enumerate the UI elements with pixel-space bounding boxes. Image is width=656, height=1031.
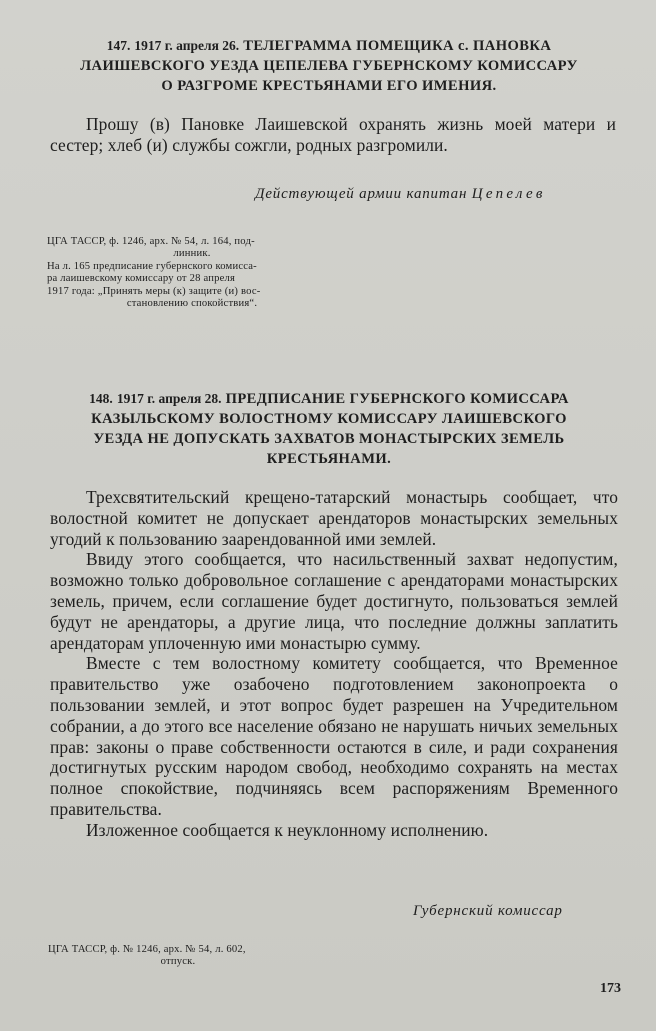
- doc147-text: Прошу (в) Пановке Лаишевской охранять жизнь моей матери и сестер; хлеб (и) службы сожгли, родных разгромили.: [50, 114, 616, 155]
- doc148-title-line4: КРЕСТЬЯНАМИ.: [266, 451, 392, 467]
- doc147-number: 147.: [106, 38, 131, 53]
- doc147-signature-name: Цепелев: [471, 186, 546, 202]
- doc147-signature-role: Действующей армии капитан: [255, 186, 468, 202]
- doc147-archive-line3: На л. 165 предписание губернского комисса-: [47, 260, 257, 272]
- doc147-archive-line4: ра лаишевскому комиссару от 28 апреля: [47, 273, 236, 285]
- doc148-body: [50, 487, 618, 841]
- doc147-signature: [255, 186, 546, 203]
- doc147-body: [50, 114, 616, 156]
- doc148-title-line2: КАЗЫЛЬСКОМУ ВОЛОСТНОМУ КОМИССАРУ ЛАИШЕВСКОГО: [91, 411, 567, 427]
- doc147-title-line3: О РАЗГРОМЕ КРЕСТЬЯНАМИ ЕГО ИМЕНИЯ.: [161, 78, 497, 94]
- doc148-date: 1917 г. апреля 28.: [116, 391, 222, 406]
- doc147-heading-line1: [44, 36, 614, 56]
- doc147-archive-note: [47, 236, 337, 310]
- doc147-title-line2: ЛАИШЕВСКОГО УЕЗДА ЦЕПЕЛЕВА ГУБЕРНСКОМУ КОМИССАРУ: [80, 58, 578, 74]
- doc148-title-line3: УЕЗДА НЕ ДОПУСКАТЬ ЗАХВАТОВ МОНАСТЫРСКИХ ЗЕМЕЛЬ: [93, 431, 565, 447]
- doc148-title-line1: ПРЕДПИСАНИЕ ГУБЕРНСКОГО КОМИССАРА: [225, 391, 569, 407]
- doc148-signature: Губернский комиссар: [413, 903, 563, 919]
- doc148-archive-line1: ЦГА ТАССР, ф. № 1246, арх. № 54, л. 602,: [48, 944, 246, 955]
- doc148-paragraph-2: Ввиду этого сообщается, что насильственный захват недопустим, возможно только добровольное соглашение с арендаторами монастырских земель, причем, если соглашение будет достигнуто, пользоваться землей будут не арендаторы, а другие лица, что последние должны заплатить арендаторам уплоченную ими монастырю сумму.: [50, 549, 618, 653]
- doc147-archive-line1: ЦГА ТАССР, ф. 1246, арх. № 54, л. 164, под-: [47, 236, 255, 247]
- doc147-archive-line6: становлению спокойствия“.: [126, 298, 258, 310]
- doc147-date: 1917 г. апреля 26.: [134, 38, 240, 53]
- doc147-heading: [44, 36, 614, 96]
- doc148-paragraph-3: Вместе с тем волостному комитету сообщается, что Временное правительство уже озабочено подготовлением законопроекта о пользовании землей, и этот вопрос будет разрешен на Учредительном собрании, а до этого все население обязано не нарушать ничьих земельных прав: законы о праве собственности остаются в силе, и ради сохранения достигнутых русским народом свобод, необходимо сохранять на местах полное спокойствие, подчиняясь всем распоряжениям Временного правительства.: [50, 653, 618, 819]
- doc148-archive-note: [48, 944, 338, 969]
- doc147-archive-line5: 1917 года: „Принять меры (к) защите (и) вос-: [47, 285, 261, 297]
- doc148-paragraph-4: Изложенное сообщается к неуклонному исполнению.: [86, 819, 489, 840]
- doc147-archive-line2: линник.: [173, 248, 211, 260]
- doc148-number: 148.: [89, 391, 113, 406]
- doc147-title-line1: ТЕЛЕГРАММА ПОМЕЩИКА с. ПАНОВКА: [243, 38, 552, 54]
- doc148-heading-line1: [44, 389, 614, 409]
- doc148-archive-line2: отпуск.: [160, 956, 196, 968]
- page-number: 173: [600, 981, 621, 996]
- doc148-heading: [44, 389, 614, 469]
- doc148-paragraph-1: Трехсвятительский крещено-татарский монастырь сообщает, что волостной комитет не допускает арендаторов монастырских земельных угодий к пользованию заарендованной ими землей.: [50, 487, 618, 549]
